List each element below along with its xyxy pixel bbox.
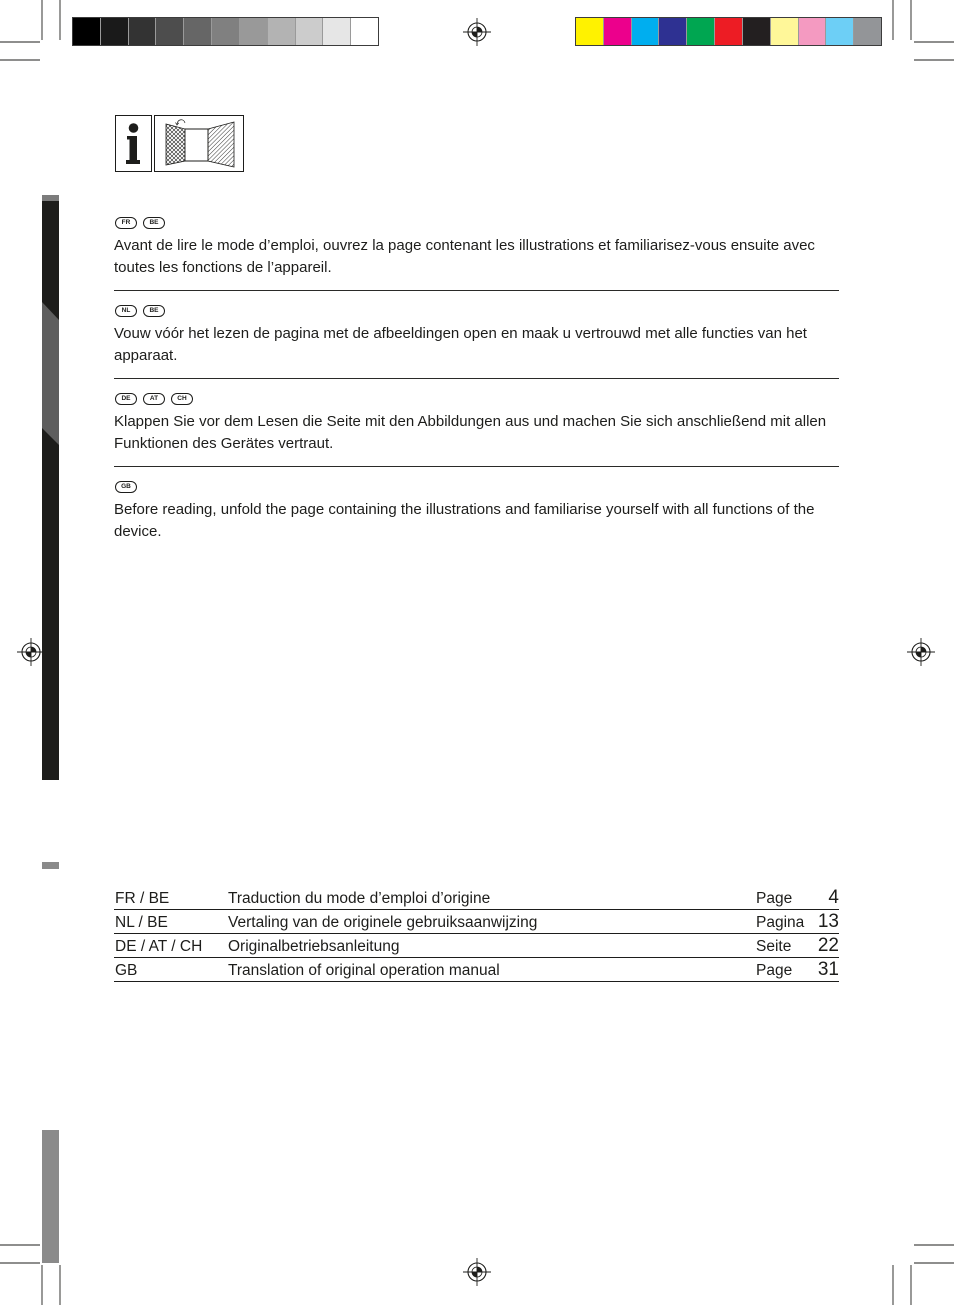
- country-badges: [114, 393, 839, 405]
- gray-swatch: [156, 18, 184, 45]
- gray-swatch: [296, 18, 324, 45]
- registration-mark-icon: [462, 1257, 492, 1287]
- toc-page-number: 31: [817, 959, 839, 980]
- toc-row: [114, 910, 839, 934]
- process-color-bar: [575, 17, 882, 46]
- toc-page-label: Pagina: [756, 914, 805, 931]
- toc-page-label: Page: [756, 890, 793, 907]
- instruction-text: Avant de lire le mode d’emploi, ouvrez la page contenant les illustrations et familiarisez-vous ensuite avec toutes les fonctions de l’appareil.: [114, 237, 815, 276]
- toc-title: Traduction du mode d’emploi d’origine: [228, 890, 491, 907]
- toc-page-label: Seite: [756, 938, 792, 955]
- toc-row: [114, 958, 839, 982]
- registration-mark-icon: [16, 637, 46, 667]
- spine-tab: [42, 201, 59, 780]
- spine-tab-cap: [42, 195, 59, 201]
- process-color-swatch: [604, 18, 632, 45]
- country-badges: [114, 305, 839, 317]
- registration-mark-icon: [462, 17, 492, 47]
- toc-title: Translation of original operation manual: [228, 962, 500, 979]
- toc-page-number: 4: [828, 887, 839, 908]
- country-badge: FR: [115, 217, 137, 229]
- toc-page-number: 22: [817, 935, 839, 956]
- grayscale-color-bar: [72, 17, 379, 46]
- gray-swatch: [184, 18, 212, 45]
- info-icons: [114, 114, 246, 174]
- country-badge: CH: [171, 393, 193, 405]
- country-badge: GB: [115, 481, 137, 493]
- instruction-text: Before reading, unfold the page containing the illustrations and familiarise yourself with all functions of the device.: [114, 501, 815, 540]
- fold-out-pages-icon: [155, 116, 244, 172]
- instruction-sections: [114, 217, 839, 568]
- process-color-swatch: [715, 18, 743, 45]
- table-of-contents: [114, 886, 839, 982]
- country-badge: BE: [143, 305, 165, 317]
- toc-title: Vertaling van de originele gebruiksaanwijzing: [228, 914, 538, 931]
- process-color-swatch: [854, 18, 881, 45]
- gray-swatch: [268, 18, 296, 45]
- toc-language-code: GB: [115, 962, 138, 979]
- instruction-text: Klappen Sie vor dem Lesen die Seite mit den Abbildungen aus und machen Sie sich anschließend mit allen Funktionen des Gerätes vertraut.: [114, 413, 827, 452]
- toc-language-code: FR / BE: [115, 890, 170, 907]
- gray-swatch: [129, 18, 157, 45]
- country-badges: [114, 217, 839, 229]
- process-color-swatch: [632, 18, 660, 45]
- gray-swatch: [323, 18, 351, 45]
- country-badge: DE: [115, 393, 137, 405]
- gray-swatch: [351, 18, 378, 45]
- process-color-swatch: [826, 18, 854, 45]
- instruction-gb: [114, 481, 839, 554]
- gray-swatch: [101, 18, 129, 45]
- country-badge: NL: [115, 305, 137, 317]
- toc-language-code: NL / BE: [115, 914, 168, 931]
- toc-language-code: DE / AT / CH: [115, 938, 203, 955]
- toc-row: [114, 886, 839, 910]
- registration-mark-icon: [906, 637, 936, 667]
- country-badge: BE: [143, 217, 165, 229]
- instruction-text: Vouw vóór het lezen de pagina met de afbeeldingen open en maak u vertrouwd met alle functies van het apparaat.: [114, 325, 807, 364]
- toc-page-label: Page: [756, 962, 793, 979]
- process-color-swatch: [799, 18, 827, 45]
- spine-small-tab: [42, 862, 59, 869]
- gray-swatch: [212, 18, 240, 45]
- process-color-swatch: [576, 18, 604, 45]
- instruction-de-at-ch: [114, 393, 839, 467]
- process-color-swatch: [771, 18, 799, 45]
- process-color-swatch: [687, 18, 715, 45]
- toc-page-number: 13: [817, 911, 839, 932]
- country-badges: [114, 481, 839, 493]
- process-color-swatch: [743, 18, 771, 45]
- instruction-fr-be: [114, 217, 839, 291]
- toc-title: Originalbetriebsanleitung: [228, 938, 400, 955]
- spine-tab-marker: [42, 302, 59, 445]
- toc-row: [114, 934, 839, 958]
- gray-swatch: [73, 18, 101, 45]
- instruction-nl-be: [114, 305, 839, 379]
- process-color-swatch: [659, 18, 687, 45]
- info-icon: [116, 116, 152, 172]
- gray-swatch: [240, 18, 268, 45]
- spine-bottom-tab: [42, 1130, 59, 1263]
- country-badge: AT: [143, 393, 165, 405]
